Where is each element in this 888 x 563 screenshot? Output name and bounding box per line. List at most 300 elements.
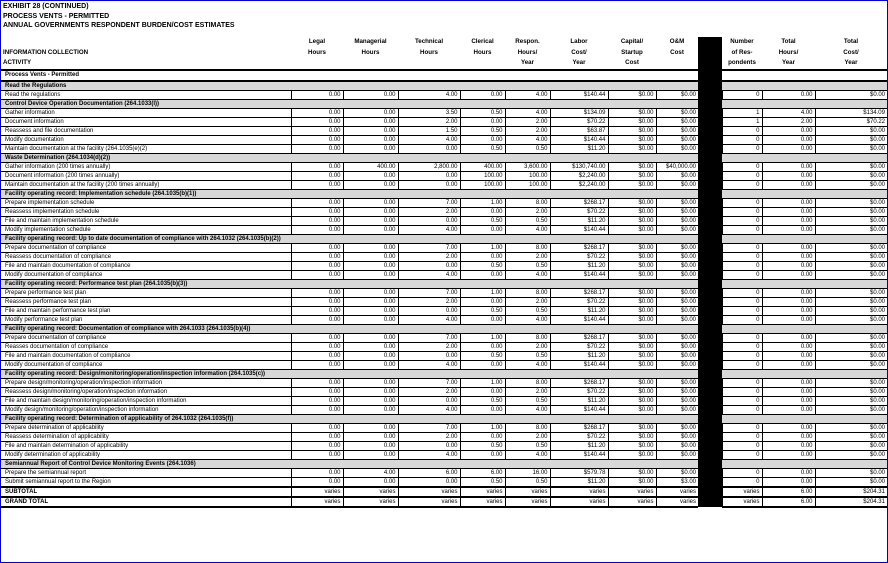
column-divider (698, 144, 722, 153)
cell-value: $0.00 (815, 225, 887, 234)
cell-value: 0.00 (762, 144, 815, 153)
activity-label: Read the regulations (1, 90, 291, 99)
cell-value: 0 (722, 207, 762, 216)
table-row (1, 450, 887, 459)
cell-value: 3.50 (398, 108, 460, 117)
cell-value: 0.00 (291, 468, 343, 477)
cell-value: 0.00 (343, 207, 398, 216)
cell-value: 6.00 (460, 468, 505, 477)
cell-value: 1 (722, 108, 762, 117)
cell-value: $0.00 (656, 378, 698, 387)
cell-value: 0.00 (291, 225, 343, 234)
table-row (1, 315, 887, 324)
cell-value: 0.00 (291, 171, 343, 180)
activity-label: File and maintain documentation of compliance (1, 261, 291, 270)
cell-value: 0.00 (291, 180, 343, 189)
cell-value: $140.44 (550, 315, 608, 324)
cell-value: $0.00 (656, 243, 698, 252)
cell-value: 0.00 (291, 342, 343, 351)
cell-value: $0.00 (815, 450, 887, 459)
cell-value: 4.00 (343, 468, 398, 477)
column-divider (698, 279, 722, 288)
cell-value: 1.00 (460, 423, 505, 432)
cell-value: 0 (722, 216, 762, 225)
cell-value: 4.00 (505, 315, 550, 324)
cell-value: 0.00 (291, 432, 343, 441)
cell-value: $0.00 (815, 162, 887, 171)
column-divider (698, 405, 722, 414)
empty-cell (722, 279, 887, 288)
table-row (1, 342, 887, 351)
cell-value: 0.00 (291, 306, 343, 315)
column-divider (698, 497, 722, 507)
column-header (460, 58, 505, 70)
activity-label: Reassess design/monitoring/operation/inspection information (1, 387, 291, 396)
cell-value: $140.44 (550, 405, 608, 414)
column-divider (698, 162, 722, 171)
column-header: Total (781, 38, 796, 45)
cell-value: 8.00 (505, 423, 550, 432)
cell-value: $0.00 (608, 225, 656, 234)
cell-value: 0 (722, 378, 762, 387)
column-header: Total (843, 38, 859, 45)
column-header: Capital/ (620, 38, 644, 45)
table-row (1, 171, 887, 180)
cell-value: 100.00 (460, 171, 505, 180)
cell-value: $0.00 (608, 162, 656, 171)
column-header: Startup (621, 48, 643, 56)
table-row (1, 261, 887, 270)
column-header: Year (781, 59, 796, 66)
cell-value: $268.17 (550, 423, 608, 432)
cell-value: 6.00 (762, 497, 815, 507)
activity-label: Maintain documentation at the facility (200 times annually) (1, 180, 291, 189)
cell-value: $70.22 (815, 117, 887, 126)
cell-value: $2,240.00 (550, 171, 608, 180)
column-header: Hours/ (778, 48, 799, 56)
cell-value: 2.00 (505, 126, 550, 135)
cell-value: 0.00 (398, 144, 460, 153)
cell-value: varies (550, 497, 608, 507)
cell-value: 400.00 (460, 162, 505, 171)
table-row (1, 387, 887, 396)
cell-value: 0.00 (343, 405, 398, 414)
column-header: Hours (308, 48, 326, 56)
column-divider (698, 333, 722, 342)
empty-cell (722, 459, 887, 468)
cell-value: 0.00 (762, 360, 815, 369)
activity-label: Reassess documentation of compliance (1, 252, 291, 261)
cell-value: 0.00 (343, 225, 398, 234)
cell-value: $0.00 (608, 270, 656, 279)
cell-value: $0.00 (815, 441, 887, 450)
column-header: O&M (669, 38, 685, 45)
column-divider (698, 306, 722, 315)
cell-value: 0.00 (343, 396, 398, 405)
column-divider (698, 423, 722, 432)
cell-value: 0.50 (460, 441, 505, 450)
cell-value: $70.22 (550, 117, 608, 126)
empty-cell (722, 189, 887, 198)
cell-value: $0.00 (608, 360, 656, 369)
column-header: ACTIVITY (3, 59, 32, 66)
cell-value: $140.44 (550, 90, 608, 99)
table-row (1, 432, 887, 441)
cell-value: 0.00 (398, 261, 460, 270)
column-divider (698, 108, 722, 117)
cell-value: 0.00 (343, 216, 398, 225)
empty-cell (722, 81, 887, 91)
table-row (1, 216, 887, 225)
column-header: Cost (625, 59, 639, 66)
cell-value: $40,000.00 (656, 162, 698, 171)
cell-value: varies (505, 487, 550, 497)
header-row (1, 48, 887, 59)
cell-value: $0.00 (815, 306, 887, 315)
cell-value: $2,240.00 (550, 180, 608, 189)
section-header (1, 459, 887, 468)
cell-value: 0.00 (398, 441, 460, 450)
cell-value: 4.00 (505, 90, 550, 99)
activity-label: Modify documentation of compliance (1, 360, 291, 369)
cell-value: 4.00 (398, 135, 460, 144)
cell-value: 2.00 (505, 387, 550, 396)
cell-value: 0.00 (343, 297, 398, 306)
column-divider (698, 90, 722, 99)
cell-value: 0 (722, 261, 762, 270)
cell-value: 4.00 (505, 225, 550, 234)
cell-value: 7.00 (398, 198, 460, 207)
cell-value: 4.00 (398, 360, 460, 369)
cell-value: 2.00 (398, 207, 460, 216)
cell-value: 0.00 (291, 288, 343, 297)
cell-value: 7.00 (398, 243, 460, 252)
table-row (1, 360, 887, 369)
section-header (1, 153, 887, 162)
cell-value: 2.00 (505, 432, 550, 441)
cell-value: 0.00 (343, 315, 398, 324)
cell-value: varies (550, 487, 608, 497)
cell-value: 0.00 (291, 261, 343, 270)
cell-value: $0.00 (608, 243, 656, 252)
cell-value: 0.00 (460, 117, 505, 126)
section-header (1, 99, 887, 108)
column-divider (698, 99, 722, 108)
cell-value: 0 (722, 252, 762, 261)
cell-value: 7.00 (398, 378, 460, 387)
cell-value: 0.00 (398, 216, 460, 225)
cell-value: $140.44 (550, 270, 608, 279)
empty-cell (722, 70, 887, 81)
cell-value: 0.00 (343, 108, 398, 117)
table-row (1, 441, 887, 450)
cell-value: 0.50 (505, 144, 550, 153)
cell-value: 0 (722, 90, 762, 99)
cell-value: 0.00 (291, 477, 343, 487)
cell-value: 0.00 (762, 171, 815, 180)
cell-value: $579.78 (550, 468, 608, 477)
cell-value: $63.87 (550, 126, 608, 135)
cell-value: 1.00 (460, 243, 505, 252)
table-row (1, 288, 887, 297)
cell-value: 1.00 (460, 198, 505, 207)
column-header: Managerial (354, 38, 387, 45)
cell-value: 8.00 (505, 378, 550, 387)
header-row (1, 58, 887, 70)
cell-value: 0 (722, 297, 762, 306)
activity-label: SUBTOTAL (1, 487, 291, 497)
cell-value: 8.00 (505, 288, 550, 297)
column-divider (698, 180, 722, 189)
cell-value: $0.00 (608, 405, 656, 414)
activity-label: Reassess performance test plan (1, 297, 291, 306)
cell-value: 0.50 (505, 396, 550, 405)
cell-value: $0.00 (656, 387, 698, 396)
column-header: of Res- (731, 48, 753, 56)
cell-value: 1 (722, 117, 762, 126)
column-divider (698, 468, 722, 477)
cell-value: 0.00 (460, 252, 505, 261)
column-divider (698, 189, 722, 198)
cell-value: 0 (722, 225, 762, 234)
cell-value: 2.00 (398, 342, 460, 351)
activity-label: Reassess determination of applicability (1, 432, 291, 441)
cell-value: $0.00 (815, 387, 887, 396)
cell-value: $0.00 (608, 468, 656, 477)
cell-value: 0.00 (291, 450, 343, 459)
cell-value: 7.00 (398, 288, 460, 297)
burden-cost-table (1, 37, 887, 508)
category-row (1, 70, 887, 81)
cell-value: 0.50 (505, 216, 550, 225)
cell-value: varies (291, 487, 343, 497)
cell-value: 100.00 (505, 171, 550, 180)
cell-value: 4.00 (398, 90, 460, 99)
cell-value: varies (343, 497, 398, 507)
cell-value: 4.00 (505, 450, 550, 459)
cell-value: $0.00 (608, 477, 656, 487)
activity-label: Modify performance test plan (1, 315, 291, 324)
section-title: Facility operating record: Up to date documentation of compliance with 264.1032 (264.1035(b)(2)) (1, 234, 698, 243)
cell-value: 0.00 (460, 387, 505, 396)
cell-value: 0.50 (505, 477, 550, 487)
column-divider (698, 37, 722, 48)
cell-value: 2.00 (505, 117, 550, 126)
cell-value: 0.00 (762, 198, 815, 207)
cell-value: $0.00 (815, 216, 887, 225)
cell-value: 0 (722, 333, 762, 342)
cell-value: $134.09 (550, 108, 608, 117)
cell-value: 0.00 (291, 207, 343, 216)
cell-value: $0.00 (656, 117, 698, 126)
cell-value: 1.50 (398, 126, 460, 135)
cell-value: 0 (722, 288, 762, 297)
activity-label: File and maintain design/monitoring/operation/inspection information (1, 396, 291, 405)
column-divider (698, 70, 722, 81)
cell-value: 0.00 (291, 333, 343, 342)
cell-value: $0.00 (815, 90, 887, 99)
cell-value: $11.20 (550, 261, 608, 270)
cell-value: 0.50 (460, 396, 505, 405)
column-divider (698, 117, 722, 126)
cell-value: 0 (722, 180, 762, 189)
cell-value: $0.00 (656, 198, 698, 207)
section-title: Facility operating record: Implementation schedule (264.1035(b)(1)) (1, 189, 698, 198)
cell-value: 0.00 (343, 342, 398, 351)
cell-value: 0.00 (291, 108, 343, 117)
column-divider (698, 297, 722, 306)
cell-value: 7.00 (398, 333, 460, 342)
cell-value: 100.00 (505, 180, 550, 189)
cell-value: 0.50 (460, 261, 505, 270)
cell-value: 0 (722, 144, 762, 153)
cell-value: $0.00 (815, 180, 887, 189)
empty-cell (722, 153, 887, 162)
cell-value: 0 (722, 270, 762, 279)
cell-value: 0.00 (291, 126, 343, 135)
cell-value: $0.00 (608, 135, 656, 144)
cell-value: $0.00 (608, 351, 656, 360)
cell-value: 0.00 (343, 261, 398, 270)
cell-value: 0.00 (762, 243, 815, 252)
column-header: Hours (361, 48, 380, 56)
cell-value: 1.00 (460, 333, 505, 342)
cell-value: 0 (722, 450, 762, 459)
cell-value: 4.00 (505, 108, 550, 117)
activity-label: Gather information (1, 108, 291, 117)
activity-label: File and maintain performance test plan (1, 306, 291, 315)
section-header (1, 189, 887, 198)
cell-value: $0.00 (656, 225, 698, 234)
cell-value: $0.00 (656, 351, 698, 360)
cell-value: $11.20 (550, 144, 608, 153)
activity-label: Modify documentation of compliance (1, 270, 291, 279)
cell-value: $0.00 (656, 441, 698, 450)
cell-value: $140.44 (550, 450, 608, 459)
cell-value: 0.00 (398, 306, 460, 315)
column-divider (698, 81, 722, 91)
cell-value: $70.22 (550, 387, 608, 396)
cell-value: 0.00 (762, 378, 815, 387)
activity-label: File and maintain implementation schedule (1, 216, 291, 225)
cell-value: 0.00 (398, 477, 460, 487)
cell-value: 0.00 (291, 90, 343, 99)
cell-value: varies (291, 497, 343, 507)
section-title: Facility operating record: Design/monitoring/operation/inspection information (264.1035(c)) (1, 369, 698, 378)
cell-value: varies (460, 487, 505, 497)
activity-label: Prepare the semiannual report (1, 468, 291, 477)
cell-value: $0.00 (608, 342, 656, 351)
cell-value: $204.31 (815, 497, 887, 507)
cell-value: $0.00 (656, 252, 698, 261)
table-row (1, 225, 887, 234)
cell-value: 0.00 (460, 450, 505, 459)
cell-value: varies (608, 487, 656, 497)
cell-value: 0.50 (505, 441, 550, 450)
cell-value: 0.00 (762, 396, 815, 405)
cell-value: $0.00 (656, 423, 698, 432)
column-divider (698, 459, 722, 468)
table-row (1, 126, 887, 135)
column-header (291, 58, 343, 70)
cell-value: 0.00 (460, 207, 505, 216)
cell-value: $0.00 (608, 387, 656, 396)
cell-value: $140.44 (550, 360, 608, 369)
cell-value: 0.00 (291, 396, 343, 405)
cell-value: 0.00 (343, 135, 398, 144)
table-row (1, 378, 887, 387)
activity-label: Prepare design/monitoring/operation/inspection information (1, 378, 291, 387)
cell-value: 7.00 (398, 423, 460, 432)
cell-value: 0.00 (460, 342, 505, 351)
cell-value: 0.00 (762, 387, 815, 396)
cell-value: 0.00 (291, 315, 343, 324)
cell-value: $11.20 (550, 477, 608, 487)
cell-value: 0.00 (762, 207, 815, 216)
cell-value: $0.00 (815, 144, 887, 153)
table-row (1, 207, 887, 216)
cell-value: $0.00 (608, 216, 656, 225)
table-row (1, 477, 887, 487)
cell-value: $0.00 (608, 171, 656, 180)
cell-value: 0 (722, 423, 762, 432)
cell-value: $0.00 (608, 396, 656, 405)
cell-value: $0.00 (656, 360, 698, 369)
cell-value: $70.22 (550, 297, 608, 306)
cell-value: 0.50 (460, 351, 505, 360)
cell-value: 0.00 (762, 126, 815, 135)
cell-value: 0 (722, 441, 762, 450)
cell-value: varies (722, 487, 762, 497)
cell-value: 1.00 (460, 378, 505, 387)
cell-value: $0.00 (608, 261, 656, 270)
cell-value: 8.00 (505, 333, 550, 342)
cell-value: $0.00 (656, 450, 698, 459)
cell-value: 2,800.00 (398, 162, 460, 171)
exhibit-title: EXHIBIT 28 (CONTINUED) (3, 3, 89, 10)
cell-value: 0 (722, 360, 762, 369)
cell-value: $0.00 (656, 306, 698, 315)
cell-value: $0.00 (656, 108, 698, 117)
cell-value: $0.00 (656, 315, 698, 324)
activity-label: Modify design/monitoring/operation/inspection information (1, 405, 291, 414)
cell-value: 4.00 (398, 405, 460, 414)
table-row (1, 198, 887, 207)
empty-cell (722, 369, 887, 378)
column-header: INFORMATION COLLECTION (3, 48, 89, 56)
section-header (1, 369, 887, 378)
cell-value: $0.00 (608, 441, 656, 450)
cell-value: 0.50 (505, 351, 550, 360)
table-row (1, 351, 887, 360)
cell-value: 0 (722, 396, 762, 405)
cell-value: 100.00 (460, 180, 505, 189)
cell-value: $0.00 (815, 198, 887, 207)
cell-value: 0.00 (343, 171, 398, 180)
section-header (1, 324, 887, 333)
column-header: pondents (728, 59, 756, 66)
cell-value: 0.50 (460, 306, 505, 315)
cell-value: $0.00 (608, 252, 656, 261)
cell-value: 0.00 (291, 297, 343, 306)
cell-value: $0.00 (815, 396, 887, 405)
cell-value: $0.00 (608, 297, 656, 306)
cell-value: 0.00 (291, 378, 343, 387)
activity-label: Prepare documentation of compliance (1, 333, 291, 342)
cell-value: 4.00 (505, 405, 550, 414)
column-divider (698, 342, 722, 351)
column-divider (698, 207, 722, 216)
